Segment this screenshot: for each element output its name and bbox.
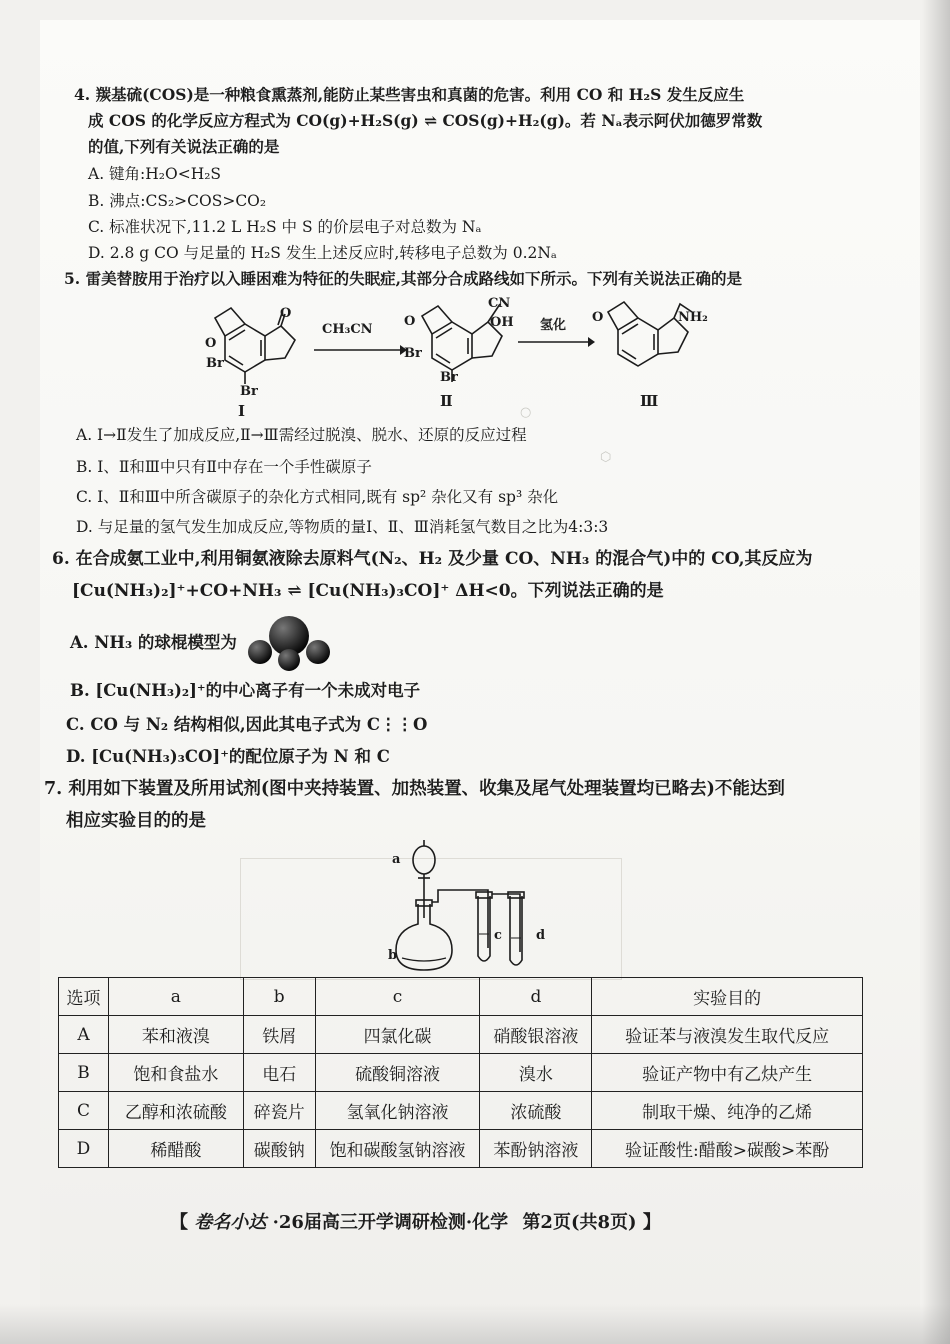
atom-oh-label: OH (490, 315, 514, 330)
q7-stem-line1: 7. 利用如下装置及所用试剂(图中夹持装置、加热装置、收集及尾气处理装置均已略去)不能达到 (44, 779, 785, 799)
table-header-cell: c (315, 978, 480, 1016)
table-header-cell: b (243, 978, 315, 1016)
atom-o-label: O (404, 314, 416, 329)
table-cell: D (59, 1130, 109, 1168)
reagent-ch3cn: CH₃CN (322, 322, 373, 337)
table-cell: 溴水 (480, 1054, 592, 1092)
q6-option-a: A. NH₃ 的球棍模型为 (70, 633, 237, 652)
table-cell: 氢氧化钠溶液 (315, 1092, 480, 1130)
apparatus-label-c: c (494, 928, 502, 943)
table-cell: 验证苯与液溴发生取代反应 (592, 1016, 863, 1054)
bleed-through-mark: ⬡ (600, 450, 612, 465)
apparatus-label-a: a (392, 852, 401, 867)
table-cell: 碳酸钠 (243, 1130, 315, 1168)
table-header-cell: 实验目的 (592, 978, 863, 1016)
table-cell: 验证产物中有乙炔产生 (592, 1054, 863, 1092)
footer-exam-title: ·26届高三开学调研检测·化学 (272, 1212, 509, 1233)
table-cell: 稀醋酸 (108, 1130, 243, 1168)
table-cell: 验证酸性:醋酸>碳酸>苯酚 (592, 1130, 863, 1168)
bleed-through-mark: ○ (520, 405, 532, 420)
q4-stem-line2: 成 COS 的化学反应方程式为 CO(g)+H₂S(g) ⇌ COS(g)+H₂(g)。若 Nₐ表示阿伏加德罗常数 (88, 111, 763, 130)
table-cell: 饱和食盐水 (108, 1054, 243, 1092)
table-cell: 乙醇和浓硫酸 (108, 1092, 243, 1130)
atom-br-label: Br (206, 356, 224, 371)
experiment-apparatus (380, 838, 560, 978)
q7-stem-line2: 相应实验目的的是 (66, 811, 206, 831)
page-footer (170, 1208, 661, 1234)
q6-stem-line2: [Cu(NH₃)₂]⁺+CO+NH₃ ⇌ [Cu(NH₃)₃CO]⁺ ΔH<0。下列说法正确的是 (72, 581, 664, 601)
table-cell: 苯酚钠溶液 (480, 1130, 592, 1168)
table-cell: 浓硫酸 (480, 1092, 592, 1130)
q4-option-a: A. 键角:H₂O<H₂S (88, 165, 222, 183)
table-row (59, 1054, 863, 1092)
table-row (59, 1130, 863, 1168)
q6-stem-line1: 6. 在合成氨工业中,利用铜氨液除去原料气(N₂、H₂ 及少量 CO、NH₃ 的混合气)中的 CO,其反应为 (52, 549, 813, 569)
table-cell: 铁屑 (243, 1016, 315, 1054)
table-cell: 硫酸铜溶液 (315, 1054, 480, 1092)
q5-stem: 5. 雷美替胺用于治疗以入睡困难为特征的失眠症,其部分合成路线如下所示。下列有关说法正确的是 (64, 269, 742, 288)
footer-bracket-open: 【 (170, 1212, 188, 1233)
q5-option-d: D. 与足量的氢气发生加成反应,等物质的量Ⅰ、Ⅱ、Ⅲ消耗氢气数目之比为4:3:3 (76, 518, 609, 536)
atom-o-label: O (205, 336, 217, 351)
compound-label-II: Ⅱ (440, 392, 453, 410)
q6-option-d: D. [Cu(NH₃)₃CO]⁺的配位原子为 N 和 C (66, 747, 390, 766)
table-cell: 制取干燥、纯净的乙烯 (592, 1092, 863, 1130)
atom-nh2-label: NH₂ (678, 310, 708, 325)
apparatus-label-b: b (388, 948, 398, 963)
table-cell: 苯和液溴 (108, 1016, 243, 1054)
table-cell: 碎瓷片 (243, 1092, 315, 1130)
table-cell: 四氯化碳 (315, 1016, 480, 1054)
footer-bracket-close: 】 (642, 1212, 661, 1233)
atom-br-label: Br (440, 370, 458, 385)
q5-option-c: C. Ⅰ、Ⅱ和Ⅲ中所含碳原子的杂化方式相同,既有 sp² 杂化又有 sp³ 杂化 (76, 488, 559, 506)
table-header-cell: a (108, 978, 243, 1016)
table-cell: C (59, 1092, 109, 1130)
compound-label-I: Ⅰ (238, 402, 246, 420)
table-cell: 硝酸银溶液 (480, 1016, 592, 1054)
q5-option-a: A. Ⅰ→Ⅱ发生了加成反应,Ⅱ→Ⅲ需经过脱溴、脱水、还原的反应过程 (76, 426, 527, 444)
q6-option-b: B. [Cu(NH₃)₂]⁺的中心离子有一个未成对电子 (70, 681, 421, 700)
table-header-cell: 选项 (59, 978, 109, 1016)
atom-o-label: O (592, 310, 604, 325)
apparatus-label-d: d (536, 928, 546, 943)
q5-option-b: B. Ⅰ、Ⅱ和Ⅲ中只有Ⅱ中存在一个手性碳原子 (76, 458, 372, 476)
reagent-hydrogenation: 氢化 (540, 318, 567, 333)
table-header-row (59, 978, 863, 1016)
q4-stem-line1: 4. 羰基硫(COS)是一种粮食熏蒸剂,能防止某些害虫和真菌的危害。利用 CO 和 H₂S 发生反应生 (74, 85, 745, 104)
q6-option-c: C. CO 与 N₂ 结构相似,因此其电子式为 C⋮⋮O (66, 715, 428, 734)
footer-brand-logo: 卷名小达 (194, 1212, 267, 1233)
q4-option-c: C. 标准状况下,11.2 L H₂S 中 S 的价层电子对总数为 Nₐ (88, 218, 482, 236)
compound-label-III: Ⅲ (640, 392, 659, 410)
table-row (59, 1016, 863, 1054)
atom-br-label: Br (404, 346, 422, 361)
table-header-cell: d (480, 978, 592, 1016)
nh3-ball-stick-model (244, 612, 334, 672)
scan-edge-shadow (922, 0, 950, 1344)
table-cell: 电石 (243, 1054, 315, 1092)
table-row (59, 1092, 863, 1130)
footer-page-number: 第2页(共8页) (522, 1212, 637, 1233)
atom-cn-label: CN (488, 296, 511, 311)
experiment-table (58, 977, 863, 1168)
table-cell: B (59, 1054, 109, 1092)
reaction-arrow-2 (516, 334, 596, 350)
structure-compound-III (588, 290, 718, 400)
q4-option-b: B. 沸点:CS₂>COS>CO₂ (88, 192, 267, 210)
scan-bottom-shadow (0, 1304, 950, 1344)
q4-stem-line3: 的值,下列有关说法正确的是 (88, 137, 280, 156)
table-cell: 饱和碳酸氢钠溶液 (315, 1130, 480, 1168)
table-cell: A (59, 1016, 109, 1054)
atom-o-label: O (280, 306, 292, 321)
q4-option-d: D. 2.8 g CO 与足量的 H₂S 发生上述反应时,转移电子总数为 0.2Nₐ (88, 244, 557, 262)
atom-br-label: Br (240, 384, 258, 399)
